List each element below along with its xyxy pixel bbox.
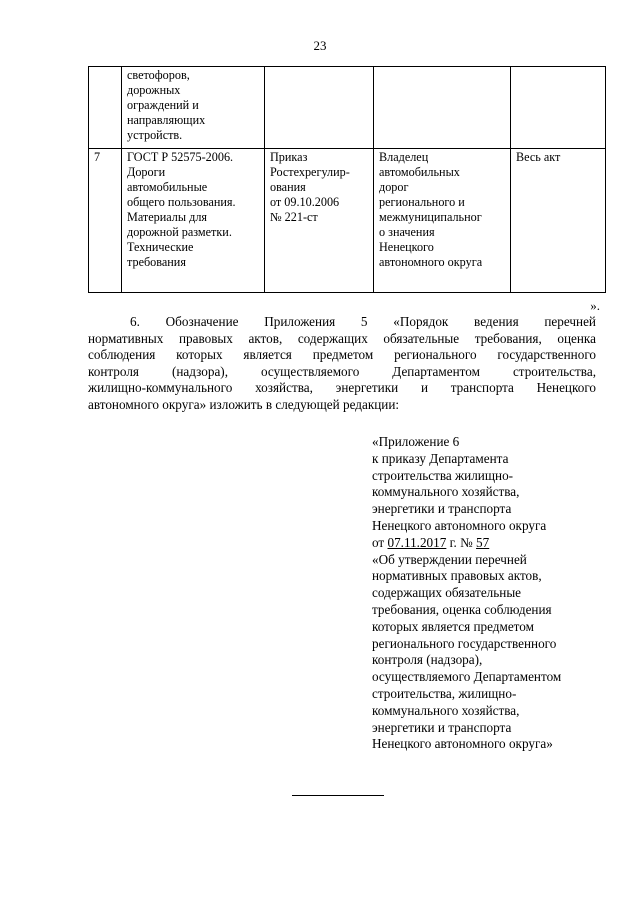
- appendix-line: регионального государственного: [372, 635, 557, 651]
- order-date-line: [372, 535, 602, 552]
- text-line: автомобильные: [127, 180, 208, 194]
- text-line: ГОСТ Р 52575-2006.: [127, 150, 234, 164]
- appendix-line: коммунального хозяйства,: [372, 484, 520, 500]
- text-line: Приказ: [270, 150, 308, 164]
- appendix-line: коммунального хозяйства,: [372, 702, 520, 718]
- scope-cell: [511, 67, 606, 149]
- text-line: ования: [270, 180, 306, 194]
- text-line: регионального и: [379, 195, 465, 209]
- text-line: Дороги: [127, 165, 166, 179]
- order-date: 07.11.2017: [387, 534, 447, 550]
- page-number: 23: [313, 38, 327, 53]
- paragraph-line: автономного округа» изложить в следующей редакции:: [88, 396, 400, 412]
- separator-line: [292, 795, 384, 796]
- text-line: о значения: [379, 225, 435, 239]
- text-line: Технические: [127, 240, 194, 254]
- paragraph-line: жилищно-коммунального хозяйства, энергетики и транспорта Ненецкого: [88, 380, 596, 395]
- paragraph-line: 6. Обозначение Приложения 5 «Порядок ведения перечней: [130, 314, 596, 329]
- appendix-line: требования, оценка соблюдения: [372, 601, 552, 617]
- text-line: устройств.: [127, 128, 183, 142]
- paragraph-line: соблюдения которых является предметом регионального государственного: [88, 347, 596, 362]
- document-name-cell: [122, 149, 265, 293]
- text-line: ограждений и: [127, 98, 199, 112]
- text-line: Материалы для: [127, 210, 208, 224]
- text-line: светофоров,: [127, 68, 190, 82]
- appendix-line: Ненецкого автономного округа: [372, 517, 547, 533]
- appendix-line: контроля (надзора),: [372, 652, 483, 668]
- table-closing-quote: ».: [590, 298, 600, 313]
- regulations-table: [88, 66, 606, 293]
- appendix-header: [372, 434, 602, 753]
- owner-cell: [374, 67, 511, 149]
- row-number-cell: [89, 67, 122, 149]
- text-line: Владелец: [379, 150, 429, 164]
- text-line: требования: [127, 255, 186, 269]
- paragraph-line: контроля (надзора), осуществляемого Департаментом строительства,: [88, 363, 596, 379]
- text-line: автомобильных: [379, 165, 460, 179]
- appendix-line: энергетики и транспорта: [372, 501, 512, 517]
- appendix-line: строительства жилищно-: [372, 467, 514, 483]
- owner-cell: [374, 149, 511, 293]
- scope-cell: Весь акт: [511, 149, 606, 293]
- appendix-line: строительства, жилищно-: [372, 685, 517, 701]
- approving-act-cell: [265, 149, 374, 293]
- appendix-line: Ненецкого автономного округа»: [372, 736, 553, 752]
- text-line: Ростехрегулир-: [270, 165, 350, 179]
- order-number: 57: [476, 534, 490, 550]
- number-prefix: г. №: [446, 534, 477, 550]
- appendix-line: к приказу Департамента: [372, 450, 509, 466]
- text-line: дорожных: [127, 83, 181, 97]
- table-row: [89, 149, 606, 293]
- text-line: автономного округа: [379, 255, 483, 269]
- paragraph-line: нормативных правовых актов, содержащих обязательные требования, оценка: [88, 330, 596, 346]
- appendix-line: осуществляемого Департаментом: [372, 669, 562, 685]
- table-row: [89, 67, 606, 149]
- text-line: дорожной разметки.: [127, 225, 232, 239]
- date-prefix: от: [372, 534, 388, 550]
- text-line: межмуниципальног: [379, 210, 482, 224]
- text-line: от 09.10.2006: [270, 195, 340, 209]
- appendix-line: «Об утверждении перечней: [372, 551, 527, 567]
- amendment-paragraph: [88, 314, 596, 413]
- appendix-line: которых является предметом: [372, 618, 534, 634]
- appendix-line: нормативных правовых актов,: [372, 568, 542, 584]
- text-line: № 221-ст: [270, 210, 318, 224]
- appendix-line: содержащих обязательные: [372, 585, 522, 601]
- row-number-cell: 7: [89, 149, 122, 293]
- appendix-line: энергетики и транспорта: [372, 719, 512, 735]
- text-line: дорог: [379, 180, 409, 194]
- document-name-cell: [122, 67, 265, 149]
- text-line: Ненецкого: [379, 240, 434, 254]
- text-line: общего пользования.: [127, 195, 236, 209]
- approving-act-cell: [265, 67, 374, 149]
- text-line: направляющих: [127, 113, 206, 127]
- appendix-line: «Приложение 6: [372, 434, 460, 449]
